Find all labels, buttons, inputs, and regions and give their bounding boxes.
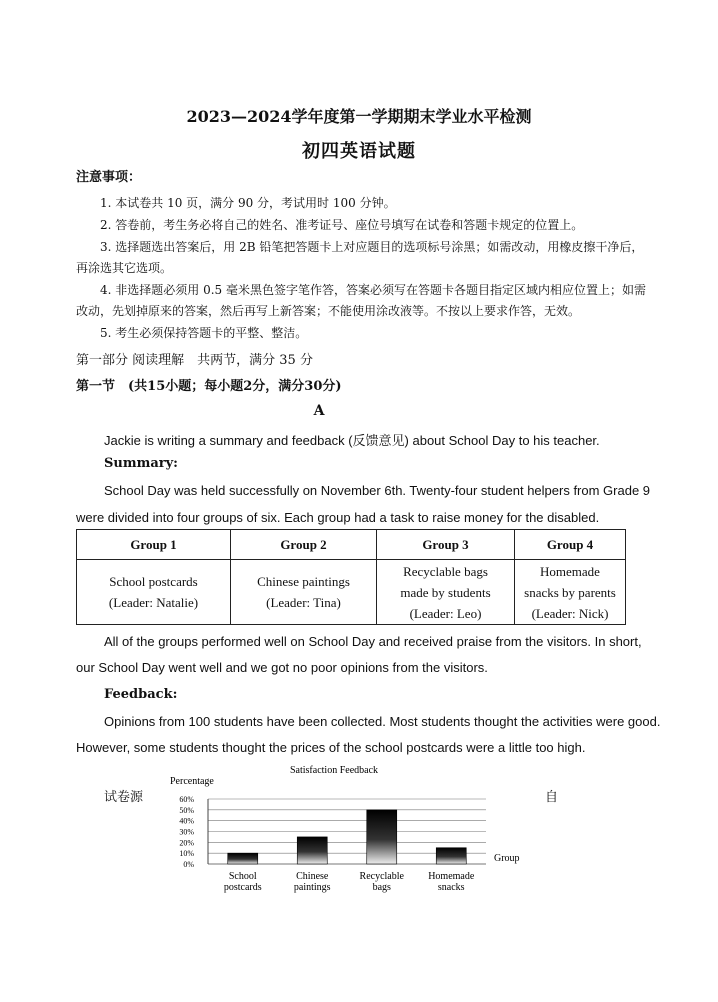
cell-line: School postcards: [109, 574, 198, 589]
table-cell: [377, 560, 515, 625]
table-header-row: [77, 530, 626, 560]
y-tick-label: 0%: [183, 860, 194, 869]
watermark-left: 试卷源: [104, 790, 144, 805]
notice-item-1: 1. 本试卷共 10 页，满分 90 分，考试用时 100 分钟。: [100, 196, 396, 210]
cell-line: Chinese paintings: [257, 574, 350, 589]
group-table: [76, 529, 626, 625]
notice-item-3: 3. 选择题选出答案后，用 2B 铅笔把答题卡上对应题目的选项标号涂黑；如需改动，用橡皮擦干净后，: [100, 240, 644, 254]
x-tick-label: Recyclable bags: [359, 871, 404, 893]
part-heading: 第一部分 阅读理解 共两节，满分 35 分: [76, 353, 313, 368]
notice-item-4-cont: 改动，先划掉原来的答案，然后再写上新答案；不能使用涂改液等。不按以上要求作答，无效。: [76, 304, 581, 318]
x-tick-label: School postcards: [223, 871, 262, 893]
after-table-line-2: our School Day went well and we got no poor opinions from the visitors.: [76, 660, 488, 675]
cell-line: made by students: [400, 584, 491, 600]
table-header-cell: Group 3: [377, 530, 515, 560]
feedback-line-2: However, some students thought the prices of the school postcards were a little too high.: [76, 740, 586, 755]
table-cell: [515, 560, 626, 625]
bar: [367, 810, 397, 864]
notice-item-2: 2. 答卷前，考生务必将自己的姓名、准考证号、座位号填写在试卷和答题卡规定的位置上。: [100, 218, 584, 232]
x-tick-label: Homemade snacks: [428, 871, 475, 893]
watermark-right: 自: [545, 790, 559, 805]
cell-line: (Leader: Nick): [531, 605, 609, 621]
table-header-cell: Group 2: [231, 530, 377, 560]
cell-line: (Leader: Tina): [266, 595, 341, 610]
y-tick-label: 60%: [179, 795, 194, 804]
section-heading: 第一节 (共15小题；每小题2分，满分30分): [76, 379, 342, 394]
feedback-heading: Feedback:: [104, 687, 178, 702]
y-tick-label: 40%: [179, 816, 194, 826]
y-tick-label: 10%: [179, 849, 194, 859]
chart-x-label: Group: [494, 853, 520, 864]
chart-title: Satisfaction Feedback: [289, 765, 379, 776]
y-tick-label: 30%: [179, 827, 194, 837]
exam-title: 2023—2024学年度第一学期期末学业水平检测: [186, 107, 532, 126]
bar: [297, 837, 327, 864]
table-row: [77, 560, 626, 625]
feedback-line-1: Opinions from 100 students have been collected. Most students thought the activities were good.: [104, 714, 661, 729]
table-cell: [231, 560, 377, 625]
cell-line: Homemade: [540, 563, 600, 579]
after-table-line-1: All of the groups performed well on School Day and received praise from the visitors. In short,: [104, 634, 642, 649]
cell-line: (Leader: Natalie): [108, 595, 199, 610]
table-header-cell: Group 1: [77, 530, 231, 560]
passage-intro: Jackie is writing a summary and feedback (反馈意见) about School Day to his teacher.: [104, 433, 600, 448]
summary-heading: Summary:: [104, 456, 178, 471]
bar: [228, 853, 258, 864]
exam-subtitle: 初四英语试题: [302, 141, 416, 162]
satisfaction-chart: [160, 758, 540, 898]
cell-line: Recyclable bags: [403, 563, 488, 579]
bar: [436, 848, 466, 864]
notice-item-5: 5. 考生必须保持答题卡的平整、整洁。: [100, 326, 308, 340]
x-tick-label: Chinese paintings: [293, 871, 331, 893]
passage-label: A: [313, 403, 325, 419]
notice-heading: 注意事项：: [76, 170, 142, 185]
chart-y-label: Percentage: [170, 776, 214, 787]
notice-item-3-cont: 再涂选其它选项。: [76, 261, 173, 275]
cell-line: (Leader: Leo): [409, 605, 482, 621]
summary-line-2: were divided into four groups of six. Each group had a task to raise money for the disabled.: [76, 510, 600, 525]
y-tick-label: 50%: [179, 805, 194, 815]
table-cell: [77, 560, 231, 625]
cell-line: snacks by parents: [524, 584, 616, 600]
notice-item-4: 4. 非选择题必须用 0.5 毫米黑色签字笔作答，答案必须写在答题卡各题目指定区域内相应位置上；如需: [100, 283, 646, 297]
table-header-cell: Group 4: [515, 530, 626, 560]
y-tick-label: 20%: [179, 838, 194, 848]
summary-line-1: School Day was held successfully on November 6th. Twenty-four student helpers from Grade 9: [104, 483, 651, 498]
